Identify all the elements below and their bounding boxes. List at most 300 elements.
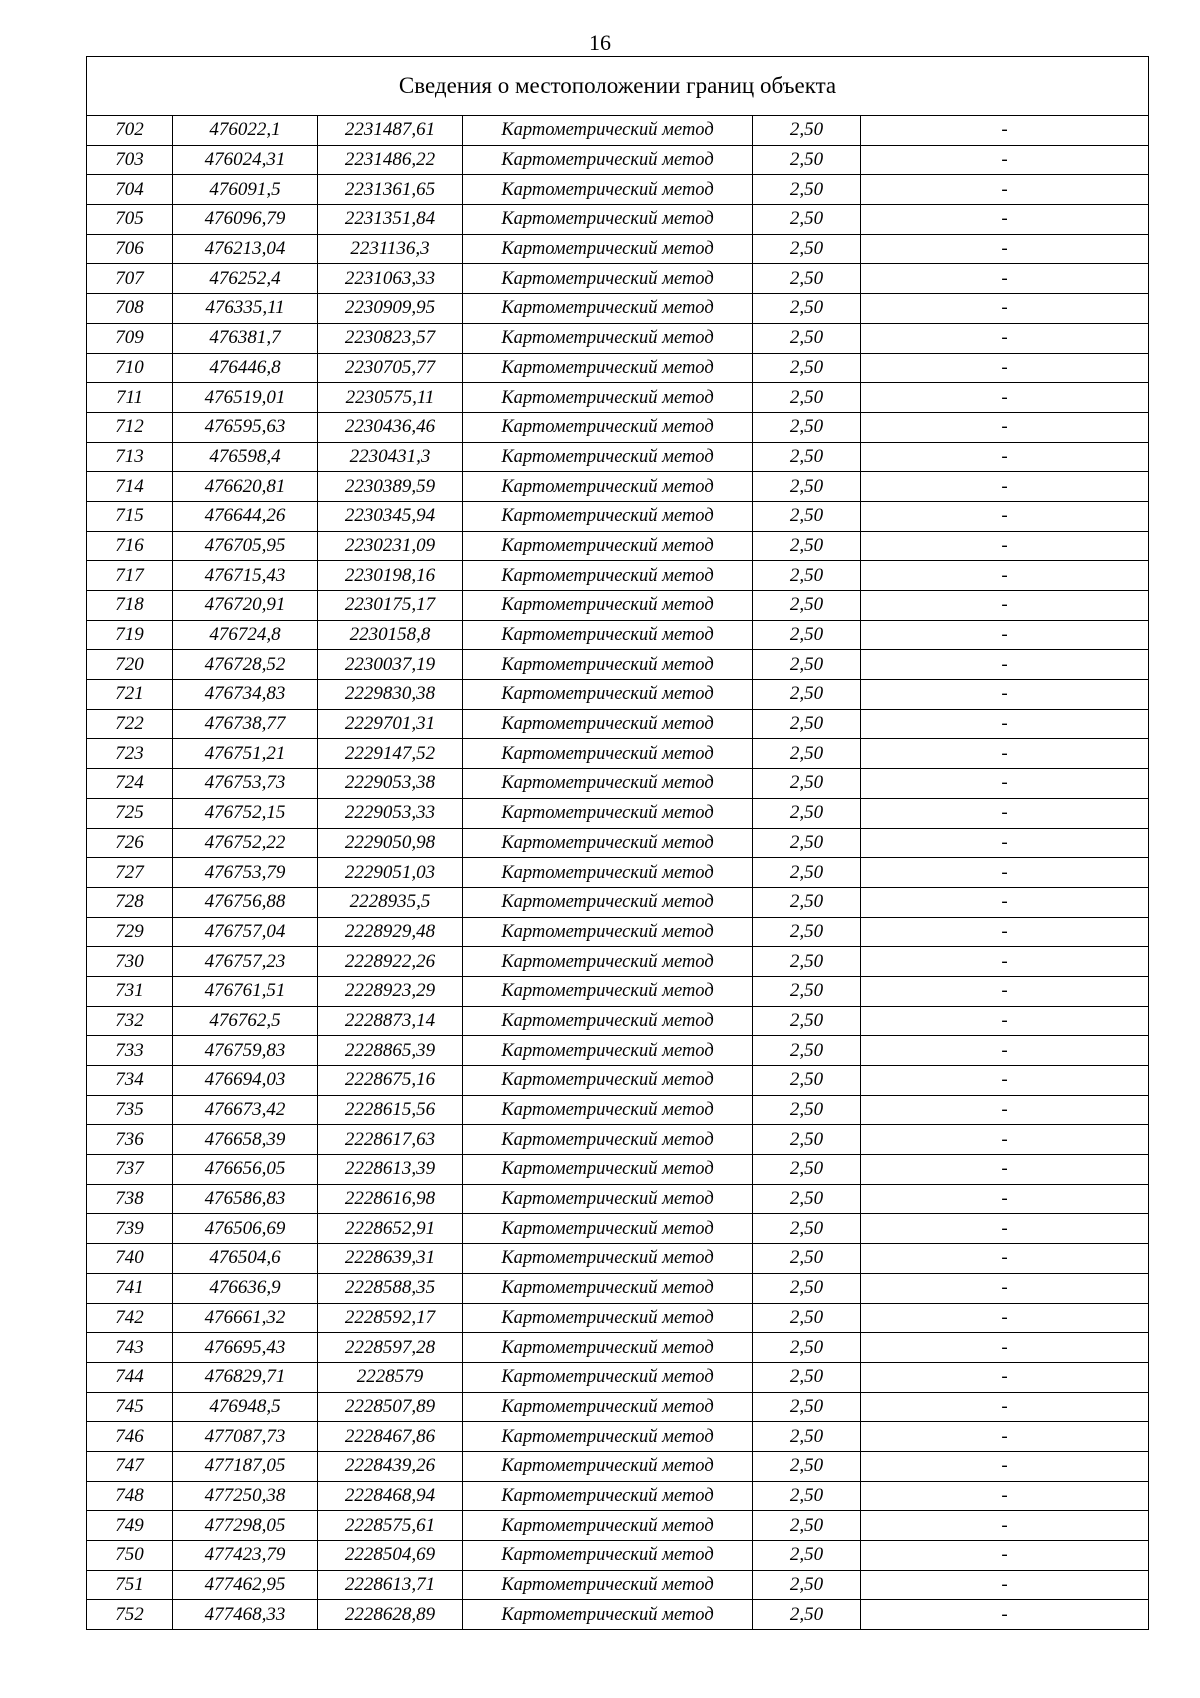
table-row [87,798,1149,828]
cell-point-number: 744 [87,1362,173,1392]
cell-coord-x: 476506,69 [173,1214,318,1244]
cell-coord-x: 476636,9 [173,1273,318,1303]
cell-method: Картометрический метод [463,472,753,502]
cell-description: - [861,709,1149,739]
cell-coord-y: 2228652,91 [318,1214,463,1244]
cell-method: Картометрический метод [463,1244,753,1274]
cell-accuracy: 2,50 [753,1214,861,1244]
cell-point-number: 749 [87,1511,173,1541]
cell-description: - [861,412,1149,442]
cell-accuracy: 2,50 [753,1066,861,1096]
cell-point-number: 715 [87,501,173,531]
cell-description: - [861,1155,1149,1185]
cell-coord-x: 476829,71 [173,1362,318,1392]
cell-coord-y: 2228439,26 [318,1451,463,1481]
cell-coord-x: 476738,77 [173,709,318,739]
table-title-row [87,57,1149,116]
cell-method: Картометрический метод [463,858,753,888]
cell-accuracy: 2,50 [753,472,861,502]
cell-coord-x: 476695,43 [173,1333,318,1363]
cell-method: Картометрический метод [463,1333,753,1363]
cell-coord-y: 2229053,33 [318,798,463,828]
cell-accuracy: 2,50 [753,353,861,383]
cell-coord-x: 476728,52 [173,650,318,680]
cell-coord-y: 2231063,33 [318,264,463,294]
cell-description: - [861,1511,1149,1541]
cell-coord-y: 2230175,17 [318,591,463,621]
cell-description: - [861,680,1149,710]
cell-coord-x: 476751,21 [173,739,318,769]
cell-coord-x: 476694,03 [173,1066,318,1096]
table-body [87,116,1149,1630]
table-row [87,412,1149,442]
table-row [87,620,1149,650]
cell-coord-y: 2231361,65 [318,175,463,205]
boundary-coordinates-table [86,56,1149,1630]
cell-description: - [861,828,1149,858]
cell-point-number: 738 [87,1184,173,1214]
cell-method: Картометрический метод [463,353,753,383]
table-row [87,1392,1149,1422]
table-row [87,1125,1149,1155]
cell-coord-x: 476598,4 [173,442,318,472]
cell-description: - [861,1095,1149,1125]
cell-method: Картометрический метод [463,501,753,531]
cell-method: Картометрический метод [463,1392,753,1422]
table-row [87,1006,1149,1036]
cell-description: - [861,1333,1149,1363]
cell-coord-x: 477462,95 [173,1570,318,1600]
cell-coord-x: 476381,7 [173,323,318,353]
cell-method: Картометрический метод [463,1451,753,1481]
cell-point-number: 709 [87,323,173,353]
cell-description: - [861,145,1149,175]
cell-coord-x: 476096,79 [173,205,318,235]
cell-point-number: 707 [87,264,173,294]
cell-method: Картометрический метод [463,1184,753,1214]
cell-description: - [861,1570,1149,1600]
cell-description: - [861,1481,1149,1511]
cell-coord-y: 2230909,95 [318,294,463,324]
table-row [87,769,1149,799]
cell-description: - [861,442,1149,472]
cell-point-number: 717 [87,561,173,591]
cell-coord-x: 476213,04 [173,234,318,264]
cell-accuracy: 2,50 [753,116,861,146]
table-row [87,1303,1149,1333]
cell-method: Картометрический метод [463,1036,753,1066]
cell-coord-y: 2230436,46 [318,412,463,442]
cell-method: Картометрический метод [463,1481,753,1511]
cell-coord-y: 2230345,94 [318,501,463,531]
cell-method: Картометрический метод [463,442,753,472]
cell-coord-y: 2230231,09 [318,531,463,561]
cell-method: Картометрический метод [463,1095,753,1125]
cell-method: Картометрический метод [463,561,753,591]
cell-method: Картометрический метод [463,234,753,264]
cell-accuracy: 2,50 [753,650,861,680]
cell-point-number: 750 [87,1541,173,1571]
cell-coord-y: 2231351,84 [318,205,463,235]
cell-accuracy: 2,50 [753,798,861,828]
cell-description: - [861,1273,1149,1303]
cell-point-number: 728 [87,887,173,917]
cell-coord-y: 2228613,71 [318,1570,463,1600]
cell-point-number: 703 [87,145,173,175]
cell-description: - [861,1066,1149,1096]
cell-point-number: 702 [87,116,173,146]
cell-method: Картометрический метод [463,1066,753,1096]
cell-point-number: 737 [87,1155,173,1185]
cell-method: Картометрический метод [463,887,753,917]
cell-accuracy: 2,50 [753,1451,861,1481]
cell-point-number: 751 [87,1570,173,1600]
cell-point-number: 710 [87,353,173,383]
cell-coord-y: 2229051,03 [318,858,463,888]
cell-description: - [861,739,1149,769]
cell-description: - [861,887,1149,917]
table-row [87,1362,1149,1392]
table-row [87,1451,1149,1481]
cell-coord-y: 2228865,39 [318,1036,463,1066]
cell-coord-y: 2228873,14 [318,1006,463,1036]
table-row [87,947,1149,977]
cell-description: - [861,1214,1149,1244]
cell-coord-x: 476724,8 [173,620,318,650]
table-row [87,531,1149,561]
cell-method: Картометрический метод [463,145,753,175]
table-row [87,1570,1149,1600]
table-row [87,175,1149,205]
cell-accuracy: 2,50 [753,1006,861,1036]
cell-coord-y: 2230158,8 [318,620,463,650]
cell-point-number: 746 [87,1422,173,1452]
cell-accuracy: 2,50 [753,531,861,561]
cell-coord-x: 476024,31 [173,145,318,175]
cell-coord-y: 2228597,28 [318,1333,463,1363]
cell-coord-y: 2228507,89 [318,1392,463,1422]
cell-coord-x: 476644,26 [173,501,318,531]
cell-accuracy: 2,50 [753,1184,861,1214]
cell-coord-y: 2231486,22 [318,145,463,175]
cell-coord-y: 2228935,5 [318,887,463,917]
cell-coord-x: 477423,79 [173,1541,318,1571]
cell-accuracy: 2,50 [753,769,861,799]
cell-coord-x: 476252,4 [173,264,318,294]
cell-description: - [861,175,1149,205]
cell-method: Картометрический метод [463,294,753,324]
cell-description: - [861,1362,1149,1392]
table-row [87,561,1149,591]
cell-coord-x: 476091,5 [173,175,318,205]
cell-point-number: 719 [87,620,173,650]
cell-description: - [861,798,1149,828]
cell-coord-y: 2230823,57 [318,323,463,353]
cell-point-number: 721 [87,680,173,710]
cell-point-number: 734 [87,1066,173,1096]
cell-description: - [861,264,1149,294]
cell-point-number: 745 [87,1392,173,1422]
table-row [87,887,1149,917]
cell-coord-y: 2229050,98 [318,828,463,858]
cell-accuracy: 2,50 [753,1273,861,1303]
cell-point-number: 742 [87,1303,173,1333]
cell-coord-x: 477250,38 [173,1481,318,1511]
cell-method: Картометрический метод [463,947,753,977]
table-row [87,739,1149,769]
page-number: 16 [589,30,611,55]
table-row [87,234,1149,264]
cell-coord-y: 2231487,61 [318,116,463,146]
cell-coord-y: 2228628,89 [318,1600,463,1630]
cell-method: Картометрический метод [463,739,753,769]
cell-accuracy: 2,50 [753,1303,861,1333]
cell-accuracy: 2,50 [753,1333,861,1363]
cell-description: - [861,234,1149,264]
table-title: Сведения о местоположении границ объекта [87,57,1149,116]
cell-method: Картометрический метод [463,531,753,561]
cell-coord-x: 476656,05 [173,1155,318,1185]
cell-accuracy: 2,50 [753,501,861,531]
cell-accuracy: 2,50 [753,1244,861,1274]
cell-point-number: 727 [87,858,173,888]
table-row [87,1214,1149,1244]
cell-description: - [861,1184,1149,1214]
cell-point-number: 733 [87,1036,173,1066]
table-row [87,591,1149,621]
cell-point-number: 724 [87,769,173,799]
cell-description: - [861,116,1149,146]
cell-method: Картометрический метод [463,1155,753,1185]
cell-accuracy: 2,50 [753,205,861,235]
cell-coord-x: 476757,23 [173,947,318,977]
cell-coord-x: 476948,5 [173,1392,318,1422]
cell-point-number: 740 [87,1244,173,1274]
cell-method: Картометрический метод [463,1303,753,1333]
cell-description: - [861,1422,1149,1452]
cell-coord-y: 2228467,86 [318,1422,463,1452]
cell-point-number: 723 [87,739,173,769]
cell-description: - [861,976,1149,1006]
cell-point-number: 714 [87,472,173,502]
cell-coord-x: 476762,5 [173,1006,318,1036]
cell-point-number: 748 [87,1481,173,1511]
cell-coord-y: 2229830,38 [318,680,463,710]
cell-accuracy: 2,50 [753,175,861,205]
cell-description: - [861,1541,1149,1571]
cell-method: Картометрический метод [463,1006,753,1036]
cell-coord-y: 2230198,16 [318,561,463,591]
cell-accuracy: 2,50 [753,145,861,175]
cell-coord-y: 2230389,59 [318,472,463,502]
cell-accuracy: 2,50 [753,561,861,591]
table-row [87,383,1149,413]
cell-coord-y: 2230037,19 [318,650,463,680]
cell-description: - [861,561,1149,591]
cell-accuracy: 2,50 [753,1155,861,1185]
table-row [87,1541,1149,1571]
cell-point-number: 720 [87,650,173,680]
cell-coord-y: 2228675,16 [318,1066,463,1096]
cell-coord-y: 2230705,77 [318,353,463,383]
cell-coord-x: 476757,04 [173,917,318,947]
cell-coord-x: 476756,88 [173,887,318,917]
cell-description: - [861,947,1149,977]
cell-method: Картометрический метод [463,680,753,710]
cell-coord-x: 476753,79 [173,858,318,888]
cell-coord-x: 476705,95 [173,531,318,561]
cell-point-number: 716 [87,531,173,561]
table-row [87,1184,1149,1214]
cell-method: Картометрический метод [463,205,753,235]
table-row [87,205,1149,235]
cell-coord-x: 476673,42 [173,1095,318,1125]
cell-description: - [861,531,1149,561]
cell-coord-x: 476446,8 [173,353,318,383]
cell-accuracy: 2,50 [753,887,861,917]
table-row [87,1155,1149,1185]
cell-method: Картометрический метод [463,1362,753,1392]
cell-method: Картометрический метод [463,323,753,353]
cell-point-number: 732 [87,1006,173,1036]
cell-description: - [861,620,1149,650]
cell-accuracy: 2,50 [753,234,861,264]
cell-point-number: 743 [87,1333,173,1363]
cell-coord-x: 476595,63 [173,412,318,442]
table-row [87,323,1149,353]
cell-accuracy: 2,50 [753,264,861,294]
table-row [87,650,1149,680]
cell-point-number: 725 [87,798,173,828]
cell-description: - [861,323,1149,353]
cell-method: Картометрический метод [463,620,753,650]
cell-coord-x: 476504,6 [173,1244,318,1274]
cell-method: Картометрический метод [463,1273,753,1303]
table-row [87,709,1149,739]
cell-description: - [861,591,1149,621]
cell-description: - [861,1036,1149,1066]
cell-coord-x: 476715,43 [173,561,318,591]
cell-description: - [861,353,1149,383]
cell-coord-y: 2229701,31 [318,709,463,739]
cell-accuracy: 2,50 [753,1362,861,1392]
table-row [87,828,1149,858]
cell-coord-x: 477468,33 [173,1600,318,1630]
cell-method: Картометрический метод [463,828,753,858]
cell-coord-y: 2228504,69 [318,1541,463,1571]
cell-accuracy: 2,50 [753,828,861,858]
table-row [87,353,1149,383]
cell-method: Картометрический метод [463,1125,753,1155]
cell-coord-x: 476752,22 [173,828,318,858]
cell-description: - [861,650,1149,680]
table-row [87,1036,1149,1066]
cell-description: - [861,472,1149,502]
cell-accuracy: 2,50 [753,1600,861,1630]
cell-description: - [861,294,1149,324]
cell-accuracy: 2,50 [753,412,861,442]
cell-coord-y: 2228639,31 [318,1244,463,1274]
cell-coord-x: 476752,15 [173,798,318,828]
cell-point-number: 712 [87,412,173,442]
cell-accuracy: 2,50 [753,1422,861,1452]
table-row [87,1481,1149,1511]
cell-description: - [861,1125,1149,1155]
cell-description: - [861,1303,1149,1333]
table-row [87,976,1149,1006]
table-row [87,858,1149,888]
cell-method: Картометрический метод [463,1600,753,1630]
cell-coord-y: 2229053,38 [318,769,463,799]
table-row [87,917,1149,947]
cell-method: Картометрический метод [463,175,753,205]
table-row [87,1511,1149,1541]
table-row [87,680,1149,710]
cell-accuracy: 2,50 [753,858,861,888]
cell-coord-x: 476734,83 [173,680,318,710]
cell-coord-x: 476620,81 [173,472,318,502]
cell-point-number: 747 [87,1451,173,1481]
cell-coord-x: 476586,83 [173,1184,318,1214]
cell-point-number: 713 [87,442,173,472]
cell-coord-x: 477187,05 [173,1451,318,1481]
cell-accuracy: 2,50 [753,1511,861,1541]
cell-point-number: 731 [87,976,173,1006]
cell-coord-x: 476720,91 [173,591,318,621]
cell-accuracy: 2,50 [753,383,861,413]
cell-method: Картометрический метод [463,1511,753,1541]
table-row [87,1600,1149,1630]
cell-description: - [861,1600,1149,1630]
cell-point-number: 718 [87,591,173,621]
cell-description: - [861,917,1149,947]
cell-method: Картометрический метод [463,591,753,621]
cell-accuracy: 2,50 [753,1125,861,1155]
cell-method: Картометрический метод [463,1570,753,1600]
cell-point-number: 704 [87,175,173,205]
cell-description: - [861,858,1149,888]
cell-point-number: 741 [87,1273,173,1303]
table-row [87,116,1149,146]
cell-coord-y: 2228592,17 [318,1303,463,1333]
cell-point-number: 705 [87,205,173,235]
cell-accuracy: 2,50 [753,620,861,650]
cell-coord-x: 476753,73 [173,769,318,799]
cell-method: Картометрический метод [463,116,753,146]
table-row [87,294,1149,324]
cell-method: Картометрический метод [463,917,753,947]
cell-coord-y: 2228615,56 [318,1095,463,1125]
cell-point-number: 711 [87,383,173,413]
cell-accuracy: 2,50 [753,442,861,472]
cell-coord-x: 476519,01 [173,383,318,413]
cell-coord-y: 2228468,94 [318,1481,463,1511]
cell-method: Картометрический метод [463,412,753,442]
cell-point-number: 729 [87,917,173,947]
cell-point-number: 739 [87,1214,173,1244]
cell-coord-x: 477087,73 [173,1422,318,1452]
cell-description: - [861,205,1149,235]
table-row [87,1422,1149,1452]
cell-accuracy: 2,50 [753,709,861,739]
cell-point-number: 706 [87,234,173,264]
cell-description: - [861,1244,1149,1274]
table-row [87,472,1149,502]
cell-method: Картометрический метод [463,769,753,799]
cell-accuracy: 2,50 [753,591,861,621]
cell-coord-y: 2228923,29 [318,976,463,1006]
cell-coord-y: 2230575,11 [318,383,463,413]
